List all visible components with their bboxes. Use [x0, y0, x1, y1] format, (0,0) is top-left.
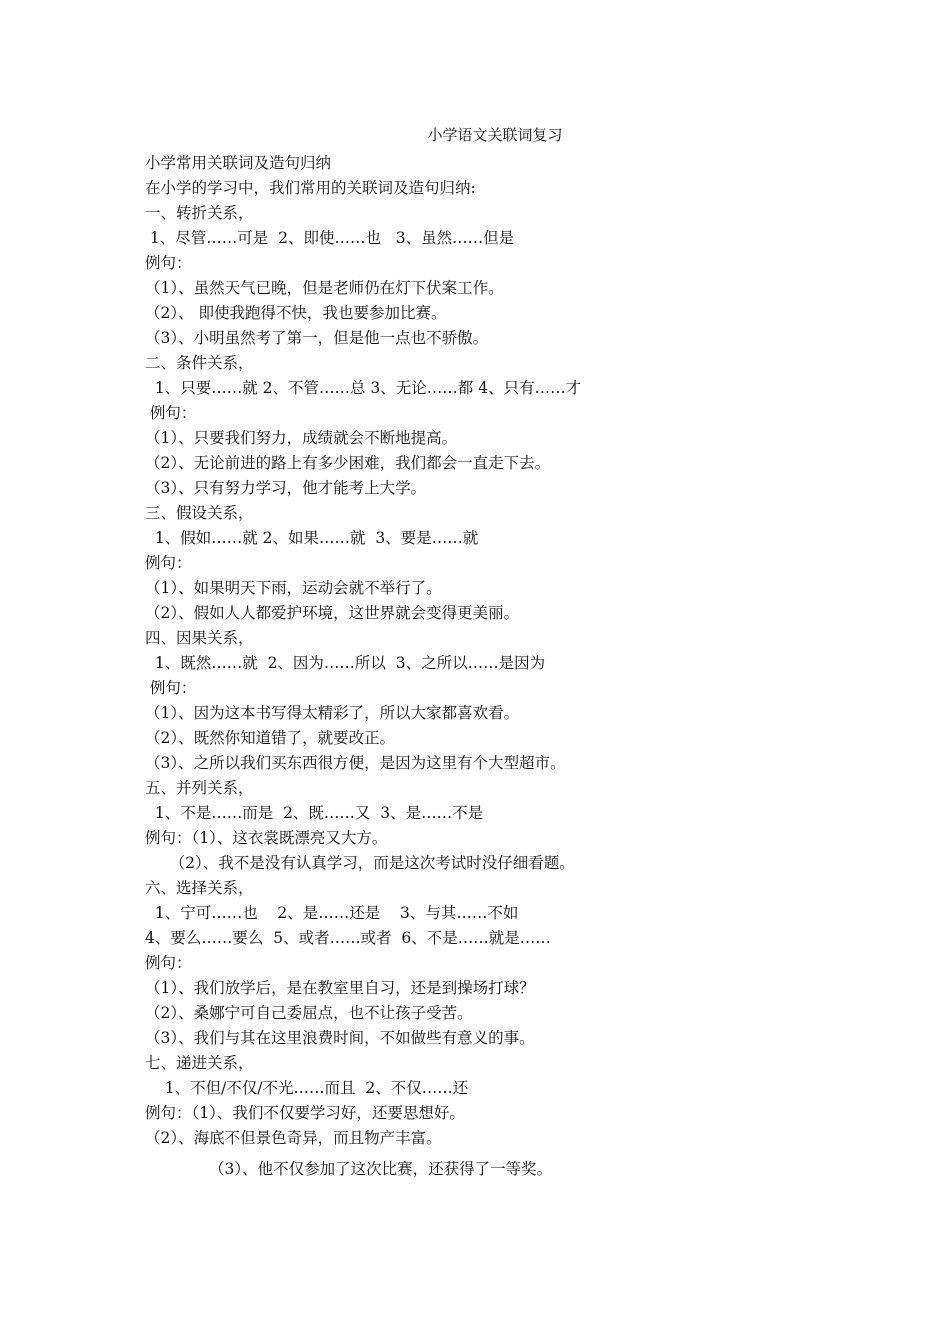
text-line: 4、要么……要么 5、或者……或者 6、不是……就是…… — [145, 929, 551, 947]
text-line: 例句： — [145, 404, 197, 422]
text-line: （2）、假如人人都爱护环境，这世界就会变得更美丽。 — [145, 604, 520, 622]
text-line: 例句： — [145, 254, 192, 272]
text-line: 1、假如……就 2、如果……就 3、要是……就 — [145, 529, 479, 547]
text-line: （2）、 即使我跑得不快，我也要参加比赛。 — [145, 304, 447, 322]
text-line: 1、只要……就 2、不管……总 3、无论……都 4、只有……才 — [145, 379, 582, 397]
section-heading: 三、假设关系， — [145, 504, 254, 522]
text-line: （3）、只有努力学习，他才能考上大学。 — [145, 479, 427, 497]
text-line: （3）、之所以我们买东西很方便，是因为这里有个大型超市。 — [145, 754, 566, 772]
text-line: （1）、只要我们努力，成绩就会不断地提高。 — [145, 429, 458, 447]
text-line: （2）、既然你知道错了，就要改正。 — [145, 729, 396, 747]
text-line: 例句： — [145, 679, 197, 697]
text-line: 例句： — [145, 954, 192, 972]
section-heading: 四、因果关系， — [145, 629, 254, 647]
section-heading: 七、递进关系， — [145, 1054, 254, 1072]
text-line: （2）、无论前进的路上有多少困难，我们都会一直走下去。 — [145, 454, 551, 472]
text-line: （3）、小明虽然考了第一，但是他一点也不骄傲。 — [145, 329, 489, 347]
section-heading: 一、转折关系， — [145, 204, 254, 222]
text-line: 1、尽管……可是 2、即使……也 3、虽然……但是 — [145, 229, 515, 247]
section-heading: 二、条件关系， — [145, 354, 254, 372]
text-line: （1）、如果明天下雨，运动会就不举行了。 — [145, 579, 442, 597]
text-line: 例句：（1）、这衣裳既漂亮又大方。 — [145, 829, 388, 847]
document-title: 小学语文关联词复习 — [427, 126, 563, 144]
text-line: 在小学的学习中，我们常用的关联词及造句归纳: — [145, 179, 476, 197]
text-line: （2）、桑娜宁可自己委屈点，也不让孩子受苦。 — [145, 1004, 473, 1022]
text-line: （3）、我们与其在这里浪费时间，不如做些有意义的事。 — [145, 1029, 535, 1047]
text-line: （2）、海底不但景色奇异，而且物产丰富。 — [145, 1129, 442, 1147]
section-heading: 五、并列关系， — [145, 779, 254, 797]
text-line: 1、不但/不仅/不光……而且 2、不仅……还 — [145, 1079, 469, 1097]
text-line: 例句： — [145, 554, 192, 572]
text-line: （1）、因为这本书写得太精彩了，所以大家都喜欢看。 — [145, 704, 520, 722]
text-line: （2）、我不是没有认真学习，而是这次考试时没仔细看题。 — [145, 854, 575, 872]
text-line: 小学常用关联词及造句归纳 — [145, 154, 332, 172]
text-line: 1、不是……而是 2、既……又 3、是……不是 — [145, 804, 484, 822]
text-line: （3）、他不仅参加了这次比赛，还获得了一等奖。 — [145, 1160, 553, 1178]
text-line: 1、既然……就 2、因为……所以 3、之所以……是因为 — [145, 654, 546, 672]
section-heading: 六、选择关系， — [145, 879, 254, 897]
text-line: （1）、我们放学后，是在教室里自习，还是到操场打球？ — [145, 979, 535, 997]
text-line: （1）、虽然天气已晚，但是老师仍在灯下伏案工作。 — [145, 279, 504, 297]
text-line: 例句：（1）、我们不仅要学习好，还要思想好。 — [145, 1104, 465, 1122]
text-line: 1、宁可……也 2、是……还是 3、与其……不如 — [145, 904, 519, 922]
